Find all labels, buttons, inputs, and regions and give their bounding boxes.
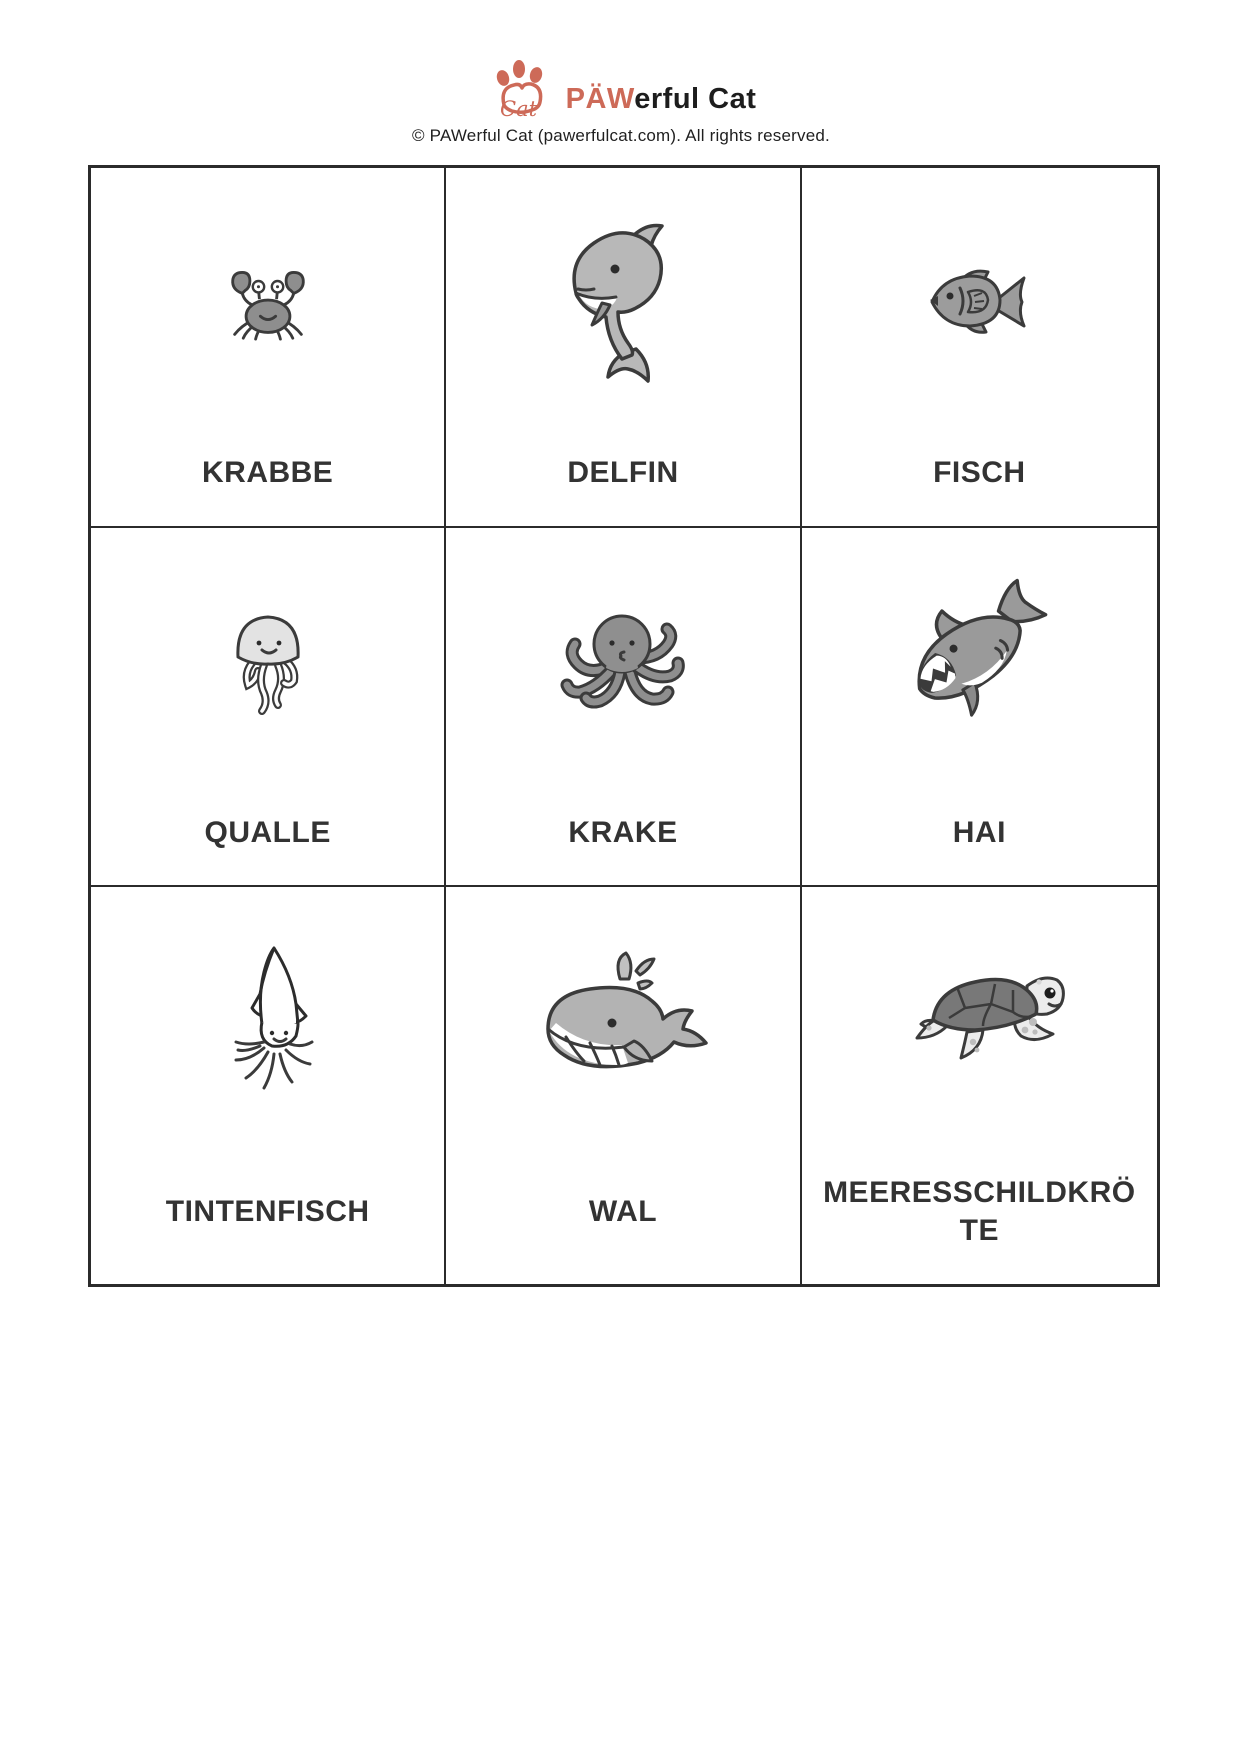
dolphin-icon <box>446 168 799 420</box>
flashcard-grid <box>88 165 1160 1287</box>
card-label: MEERESSCHILDKRÖTE <box>823 1176 1136 1247</box>
card-label: TINTENFISCH <box>165 1194 370 1228</box>
whale-icon <box>446 887 799 1139</box>
card-label: FISCH <box>933 456 1026 490</box>
card-qualle <box>91 528 446 887</box>
card-label: DELFIN <box>567 456 679 490</box>
card-hai <box>802 528 1157 887</box>
crab-icon <box>91 168 444 420</box>
card-label: KRABBE <box>201 456 334 490</box>
card-meeresschildkroete <box>802 887 1157 1284</box>
card-fisch <box>802 168 1157 528</box>
card-label: WAL <box>588 1194 658 1228</box>
card-krabbe <box>91 168 446 528</box>
octopus-icon <box>446 528 799 780</box>
card-delfin <box>446 168 801 528</box>
sea-turtle-icon <box>802 887 1157 1139</box>
card-label: KRAKE <box>568 815 678 849</box>
paw-icon <box>486 58 558 120</box>
brand-rest-text: erful Cat <box>634 83 757 115</box>
card-tintenfisch <box>91 887 446 1284</box>
paw-script-label: Cat <box>499 97 537 120</box>
brand-logo <box>486 58 757 120</box>
card-label: HAI <box>952 815 1006 849</box>
squid-icon <box>91 887 444 1139</box>
brand-accent-text: PÄW <box>565 83 635 115</box>
card-label: QUALLE <box>204 815 331 849</box>
page-header <box>0 58 1242 146</box>
jellyfish-icon <box>91 528 444 780</box>
shark-icon <box>802 528 1157 780</box>
card-krake <box>446 528 801 887</box>
brand-name <box>566 85 757 120</box>
copyright-line: © PAWerful Cat (pawerfulcat.com). All rights reserved. <box>412 126 830 145</box>
fish-icon <box>802 168 1157 420</box>
card-wal <box>446 887 801 1284</box>
